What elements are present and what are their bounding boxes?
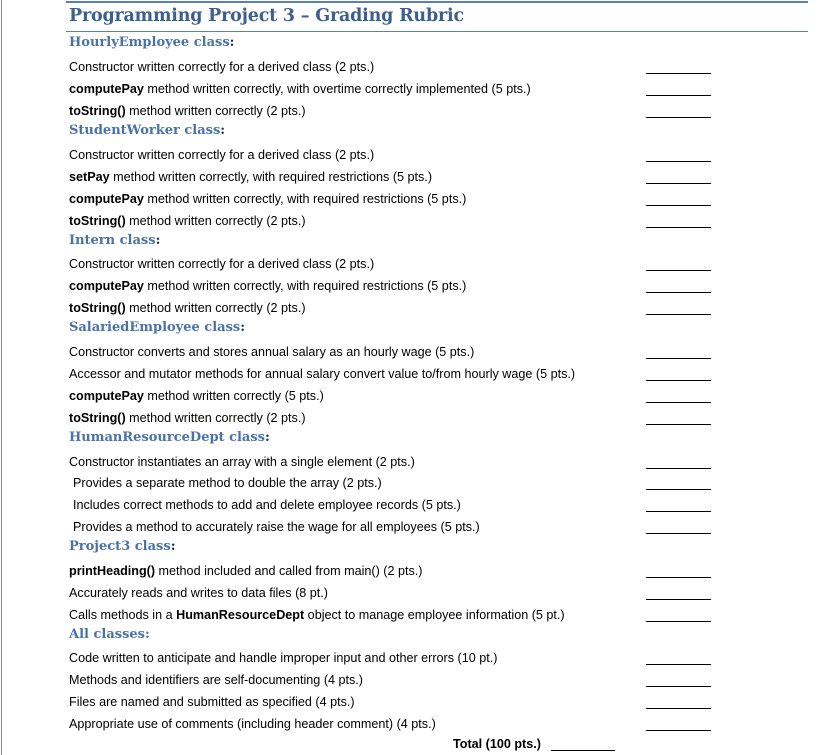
rubric-item	[69, 650, 497, 666]
item-text: Files are named and submitted as specified (4 pts.)	[69, 695, 355, 709]
score-blank	[646, 511, 711, 512]
section-heading-colon: :	[240, 320, 246, 335]
section-heading-name: HourlyEmployee class	[69, 35, 230, 50]
score-blank	[646, 227, 711, 228]
section-heading-name: All classes:	[69, 627, 150, 642]
rubric-item	[69, 410, 306, 426]
rubric-item	[69, 278, 466, 294]
score-blank	[646, 292, 711, 293]
page-edge	[1, 0, 2, 755]
score-blank	[646, 183, 711, 184]
rubric-item	[69, 344, 474, 360]
rubric-item	[69, 59, 374, 75]
item-method-name: setPay	[69, 170, 110, 184]
item-method-name: toString()	[69, 214, 126, 228]
score-blank	[646, 468, 711, 469]
section-heading	[69, 627, 150, 642]
item-text: method written correctly, with required restrictions (5 pts.)	[109, 170, 433, 184]
item-text: Calls methods in a	[69, 608, 177, 622]
section-heading-colon: :	[170, 539, 176, 554]
score-blank	[646, 73, 711, 74]
score-blank	[646, 380, 711, 381]
item-text: Constructor written correctly for a derived class (2 pts.)	[69, 60, 375, 74]
rubric-item	[69, 672, 363, 688]
item-method-name: computePay	[69, 389, 144, 403]
rubric-item	[69, 607, 565, 623]
item-method-name: toString()	[69, 411, 126, 425]
rubric-item	[69, 256, 374, 272]
item-text: method written correctly (2 pts.)	[125, 104, 306, 118]
item-method-name: HumanResourceDept	[176, 608, 305, 622]
item-text: method written correctly, with required restrictions (5 pts.)	[143, 279, 467, 293]
item-text: Constructor written correctly for a derived class (2 pts.)	[69, 148, 375, 162]
item-text: method written correctly (2 pts.)	[125, 301, 306, 315]
section-heading	[69, 430, 270, 445]
section-heading	[69, 123, 225, 138]
total-label: Total (100 pts.)	[453, 737, 541, 751]
score-blank	[646, 664, 711, 665]
item-method-name: printHeading()	[69, 564, 156, 578]
section-heading	[69, 320, 245, 335]
section-heading	[69, 539, 176, 554]
item-method-name: toString()	[69, 301, 126, 315]
item-text: method written correctly (2 pts.)	[125, 411, 306, 425]
item-method-name: toString()	[69, 104, 126, 118]
section-heading-colon: :	[229, 35, 235, 50]
section-heading-colon: :	[155, 233, 161, 248]
section-heading-name: Project3 class	[69, 539, 171, 554]
score-blank	[646, 117, 711, 118]
item-text: method written correctly, with required restrictions (5 pts.)	[143, 192, 467, 206]
rubric-item	[69, 454, 415, 470]
item-text: Provides a method to accurately raise the wage for all employees (5 pts.)	[73, 520, 480, 534]
section-heading-name: Intern class	[69, 233, 156, 248]
score-blank	[646, 730, 711, 731]
rubric-item	[69, 103, 306, 119]
item-method-name: computePay	[69, 82, 144, 96]
score-blank	[646, 270, 711, 271]
score-blank	[646, 314, 711, 315]
rubric-item	[69, 213, 306, 229]
item-method-name: computePay	[69, 192, 144, 206]
score-blank	[646, 358, 711, 359]
item-text: Accessor and mutator methods for annual salary convert value to/from hourly wage (5 pts.)	[69, 367, 576, 381]
score-blank	[646, 402, 711, 403]
item-text: method written correctly (5 pts.)	[143, 389, 324, 403]
rubric-item	[69, 147, 374, 163]
score-blank	[646, 533, 711, 534]
item-method-name: computePay	[69, 279, 144, 293]
section-heading-name: SalariedEmployee class	[69, 320, 241, 335]
item-text: method included and called from main() (2 pts.)	[155, 564, 423, 578]
rubric-item	[69, 563, 422, 579]
rubric-item	[69, 191, 466, 207]
section-heading-name: StudentWorker class	[69, 123, 221, 138]
item-text: Includes correct methods to add and delete employee records (5 pts.)	[73, 498, 461, 512]
score-blank	[646, 686, 711, 687]
title-bottom-rule	[66, 31, 808, 32]
section-heading-name: HumanResourceDept class	[69, 430, 265, 445]
score-blank	[646, 577, 711, 578]
item-text: object to manage employee information (5 pt.)	[304, 608, 565, 622]
item-text: Accurately reads and writes to data files (8 pt.)	[69, 586, 328, 600]
rubric-item	[69, 716, 436, 732]
score-blank	[646, 621, 711, 622]
score-blank	[646, 489, 711, 490]
rubric-item	[73, 475, 382, 491]
item-text: method written correctly, with overtime correctly implemented (5 pts.)	[143, 82, 531, 96]
rubric-item	[69, 585, 328, 601]
score-blank	[646, 424, 711, 425]
item-text: Methods and identifiers are self-documenting (4 pts.)	[69, 673, 364, 687]
score-blank	[646, 205, 711, 206]
rubric-item	[69, 694, 355, 710]
score-blank	[646, 161, 711, 162]
page-title: Programming Project 3 – Grading Rubric	[69, 6, 464, 26]
section-heading	[69, 233, 160, 248]
rubric-item	[69, 388, 324, 404]
section-heading-colon: :	[220, 123, 226, 138]
score-blank	[646, 95, 711, 96]
section-heading	[69, 35, 234, 50]
score-blank	[646, 599, 711, 600]
item-text: Appropriate use of comments (including header comment) (4 pts.)	[69, 717, 436, 731]
total-blank	[551, 750, 615, 751]
rubric-item	[69, 300, 306, 316]
rubric-item	[69, 81, 531, 97]
rubric-item	[73, 519, 480, 535]
item-text: method written correctly (2 pts.)	[125, 214, 306, 228]
item-text: Constructor instantiates an array with a single element (2 pts.)	[69, 455, 415, 469]
item-text: Provides a separate method to double the array (2 pts.)	[73, 476, 382, 490]
title-top-rule	[66, 1, 808, 3]
item-text: Constructor written correctly for a derived class (2 pts.)	[69, 257, 375, 271]
score-blank	[646, 708, 711, 709]
rubric-item	[69, 169, 432, 185]
section-heading-colon: :	[265, 430, 270, 445]
rubric-item	[69, 366, 575, 382]
item-text: Code written to anticipate and handle improper input and other errors (10 pt.)	[69, 651, 498, 665]
rubric-item	[73, 497, 461, 513]
item-text: Constructor converts and stores annual salary as an hourly wage (5 pts.)	[69, 345, 475, 359]
